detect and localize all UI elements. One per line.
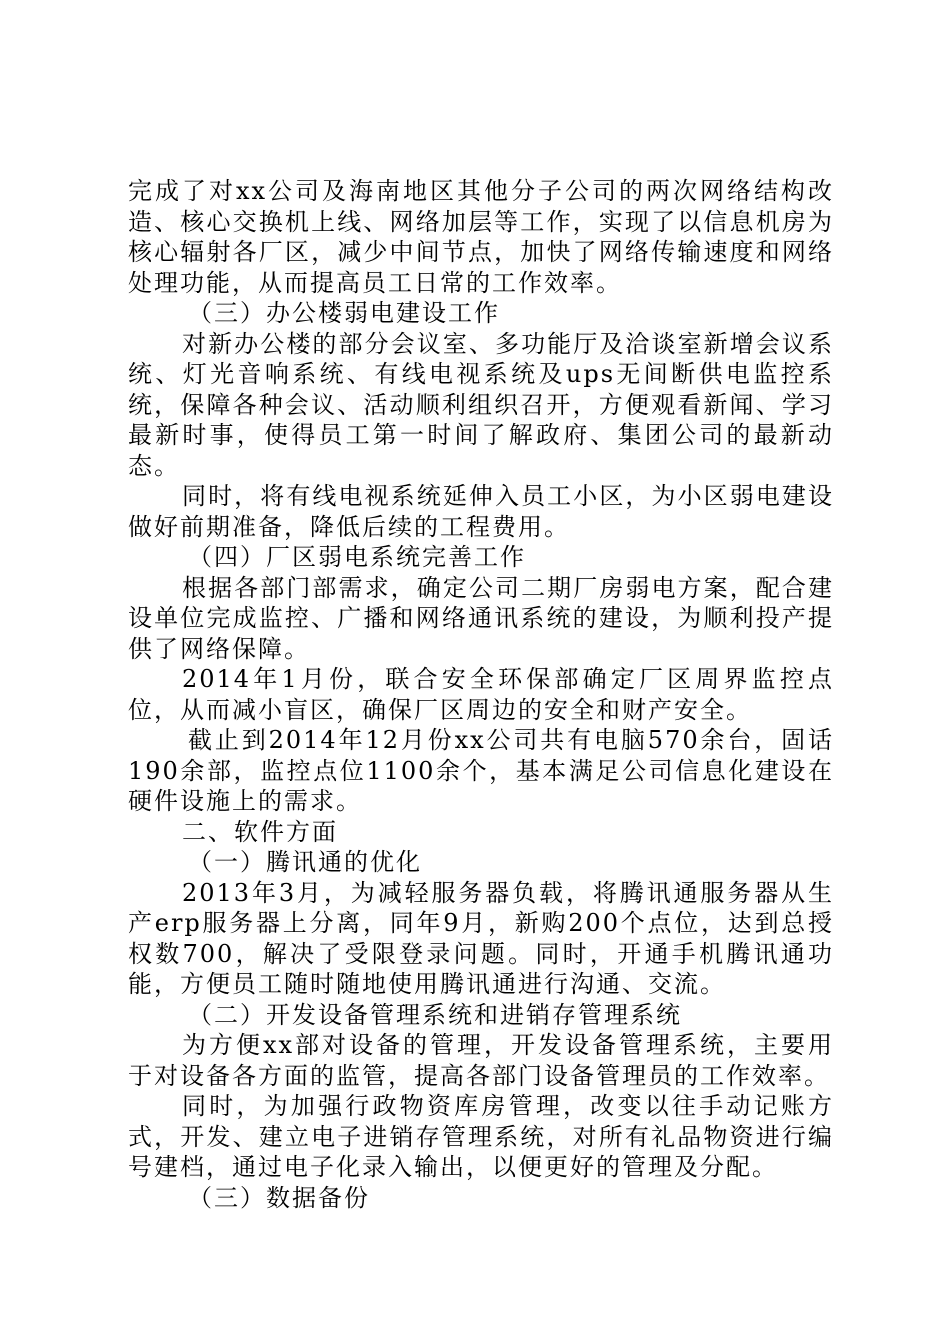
paragraph-office-systems: 对新办公楼的部分会议室、多功能厅及洽谈室新增会议系统、灯光音响系统、有线电视系统及ups无间断供电监控系统，保障各种会议、活动顺利组织召开，方便观看新闻、学习最新时事，使得员工第一时间了解政府、集团公司的最新动态。 (128, 329, 834, 480)
document-body (128, 176, 834, 1213)
heading-office-building: （三）办公楼弱电建设工作 (188, 299, 500, 327)
paragraph-cable-tv: 同时，将有线电视系统延伸入员工小区，为小区弱电建设做好前期准备，降低后续的工程费用。 (128, 482, 834, 541)
heading-rtx-optimization: （一）腾讯通的优化 (188, 848, 422, 876)
paragraph-network-upgrade: 完成了对xx公司及海南地区其他分子公司的两次网络结构改造、核心交换机上线、网络加层等工作，实现了以信息机房为核心辐射各厂区，减少中间节点，加快了网络传输速度和网络处理功能，从而提高员工日常的工作效率。 (128, 177, 834, 297)
paragraph-phase-two: 根据各部门部需求，确定公司二期厂房弱电方案，配合建设单位完成监控、广播和网络通讯系统的建设，为顺利投产提供了网络保障。 (128, 573, 834, 663)
heading-factory-area: （四）厂区弱电系统完善工作 (188, 543, 526, 571)
paragraph-rtx-details: 2013年3月，为减轻服务器负载，将腾讯通服务器从生产erp服务器上分离，同年9月，新购200个点位，达到总授权数700，解决了受限登录问题。同时，开通手机腾讯通功能，方便员工随时随地使用腾讯通进行沟通、交流。 (128, 878, 834, 998)
heading-data-backup: （三）数据备份 (188, 1183, 370, 1212)
paragraph-perimeter-monitoring: 2014年1月份，联合安全环保部确定厂区周界监控点位，从而减小盲区，确保厂区周边的安全和财产安全。 (128, 665, 834, 724)
paragraph-equipment-system: 为方便xx部对设备的管理，开发设备管理系统，主要用于对设备各方面的监管，提高各部门设备管理员的工作效率。 (128, 1031, 834, 1090)
heading-software: 二、软件方面 (182, 817, 338, 846)
paragraph-hardware-summary: 截止到2014年12月份xx公司共有电脑570余台，固话190余部，监控点位1100余个，基本满足公司信息化建设在硬件设施上的需求。 (128, 726, 834, 815)
heading-management-systems: （二）开发设备管理系统和进销存管理系统 (188, 1000, 682, 1029)
paragraph-inventory-system: 同时，为加强行政物资库房管理，改变以往手动记账方式，开发、建立电子进销存管理系统，对所有礼品物资进行编号建档，通过电子化录入输出，以便更好的管理及分配。 (128, 1092, 834, 1181)
